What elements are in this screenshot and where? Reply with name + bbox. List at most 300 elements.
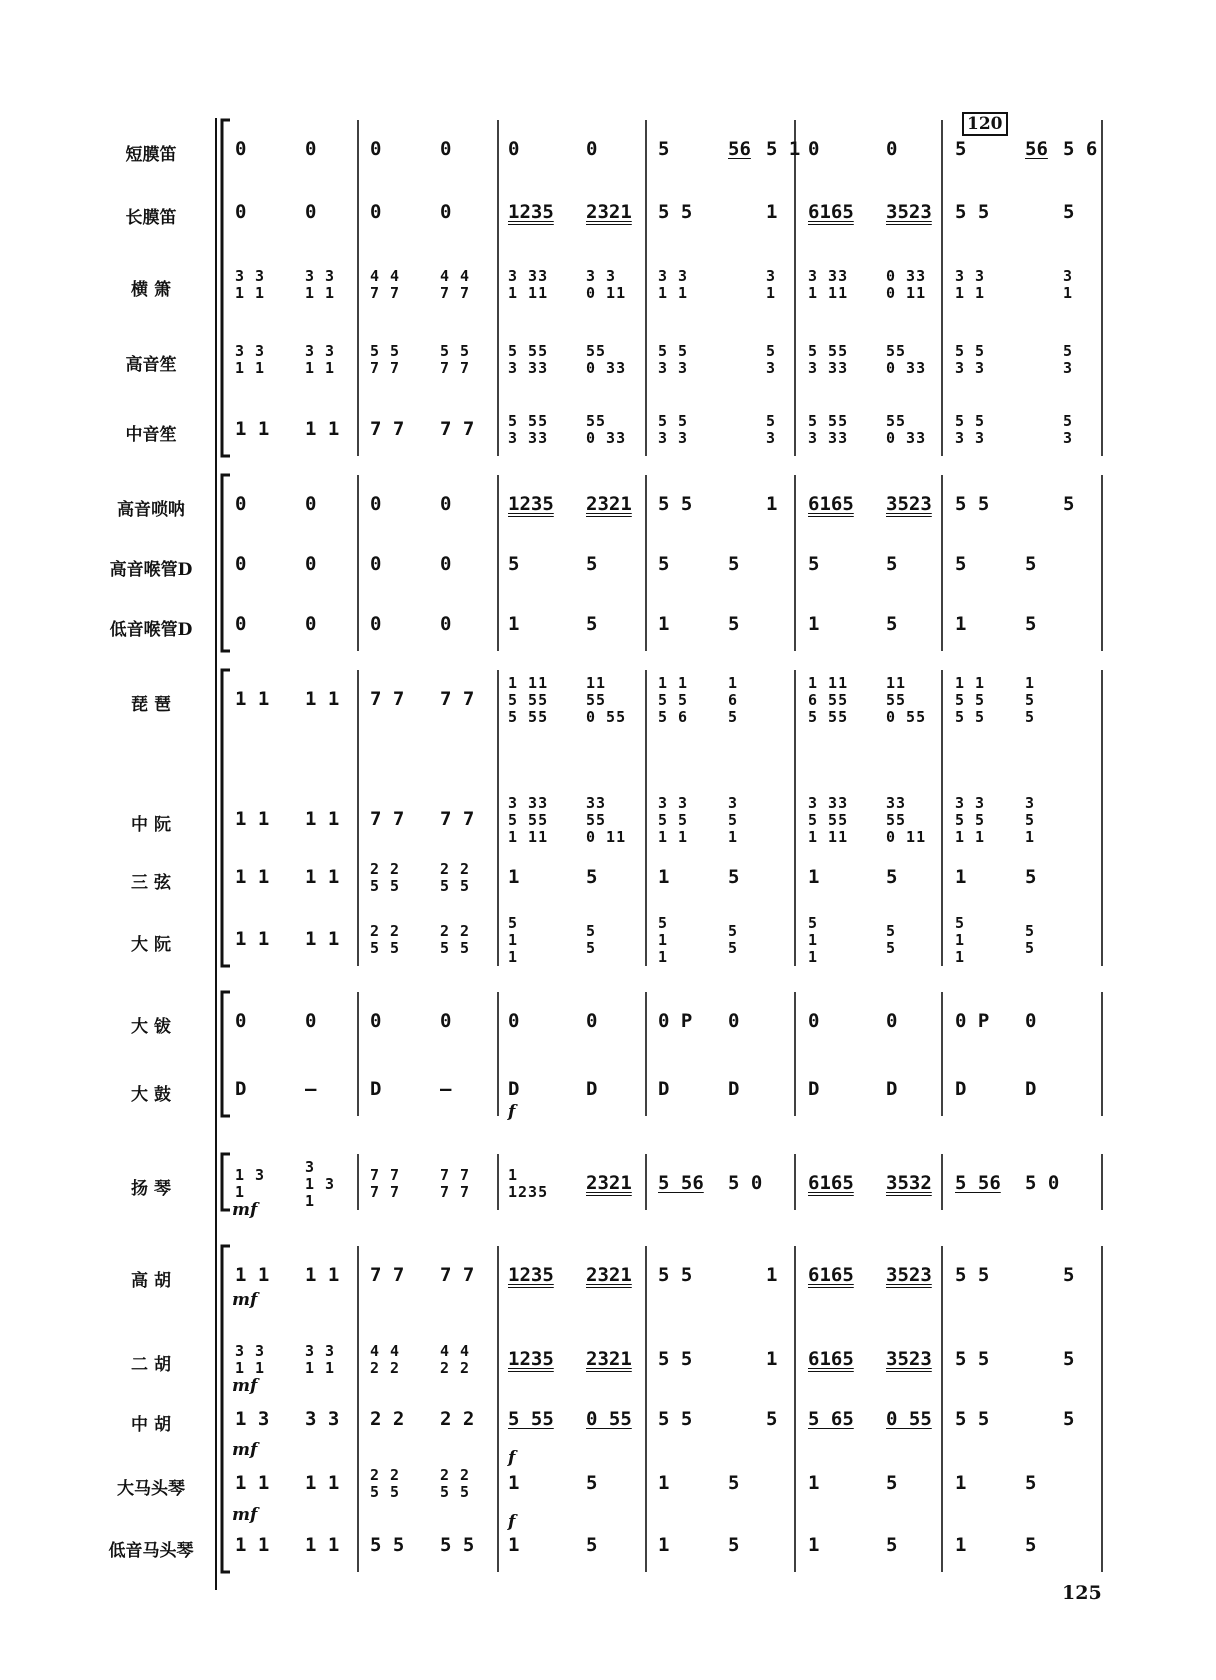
note-group: 1 bbox=[955, 613, 967, 635]
chord-stack bbox=[955, 915, 965, 966]
chord-tone: 7 7 bbox=[370, 359, 401, 377]
note-group: 5 bbox=[766, 1408, 778, 1430]
note-group: 1 1 bbox=[305, 1534, 340, 1556]
chord-tone: 0 11 bbox=[586, 284, 627, 302]
note-group: 0 bbox=[370, 138, 382, 160]
instrument-name: 低音喉管D bbox=[109, 620, 193, 640]
note-group: 1 3 bbox=[235, 1408, 270, 1430]
note-group: D bbox=[658, 1078, 670, 1100]
chord-tone: 5 bbox=[1025, 690, 1036, 709]
chord-tone: 3 3 bbox=[235, 342, 266, 360]
chord-stack bbox=[886, 413, 926, 447]
chord-stack bbox=[305, 1343, 335, 1377]
note-group: 1 bbox=[766, 1264, 778, 1286]
chord-tone: 1 bbox=[955, 930, 966, 949]
note-group: 6165 bbox=[808, 1172, 854, 1194]
chord-stack bbox=[305, 268, 335, 302]
chord-tone: 1 11 bbox=[508, 827, 549, 846]
note-group: 3523 bbox=[886, 1348, 932, 1370]
group-bracket bbox=[222, 670, 230, 966]
chord-tone: 11 bbox=[886, 673, 907, 692]
chord-stack bbox=[808, 343, 848, 377]
note-group: 1 bbox=[658, 1472, 670, 1494]
dynamic-mark: f bbox=[508, 1448, 516, 1468]
note-group: D bbox=[728, 1078, 740, 1100]
note-group: 0 bbox=[886, 1010, 898, 1032]
note-group: 0 bbox=[235, 138, 247, 160]
note-group: 2321 bbox=[586, 1264, 632, 1286]
note-group: 5 bbox=[586, 613, 598, 635]
chord-tone: 0 33 bbox=[886, 267, 927, 285]
note-group: 0 bbox=[235, 613, 247, 635]
note-group: 0 bbox=[370, 553, 382, 575]
chord-stack bbox=[955, 268, 985, 302]
note-group: 1 1 bbox=[305, 928, 340, 950]
instrument-name: 中音笙 bbox=[125, 425, 177, 445]
note-group: 7 7 bbox=[440, 808, 475, 830]
note-group: 5 bbox=[1025, 1472, 1037, 1494]
chord-tone: 5 bbox=[766, 342, 777, 360]
note-group: 0 bbox=[305, 138, 317, 160]
chord-tone: 3 bbox=[766, 359, 777, 377]
dynamic-mark: mf bbox=[232, 1290, 258, 1310]
chord-tone: 1 bbox=[1025, 827, 1036, 846]
note-group: 5 bbox=[586, 553, 598, 575]
chord-stack bbox=[955, 795, 985, 846]
chord-tone: 2 2 bbox=[370, 1466, 401, 1484]
chord-tone: 5 5 bbox=[370, 1483, 401, 1501]
chord-tone: 0 55 bbox=[586, 707, 627, 726]
chord-stack bbox=[766, 343, 776, 377]
chord-tone: 5 5 bbox=[370, 939, 401, 957]
chord-tone: 3 3 bbox=[955, 267, 986, 285]
chord-tone: 55 bbox=[886, 690, 907, 709]
chord-tone: 5 5 bbox=[440, 939, 471, 957]
chord-stack bbox=[508, 915, 518, 966]
chord-tone: 4 4 bbox=[440, 1342, 471, 1360]
chord-tone: 3 bbox=[305, 1157, 316, 1176]
chord-tone: 7 7 bbox=[370, 284, 401, 302]
note-group: 0 bbox=[586, 1010, 598, 1032]
note-group: 1 bbox=[658, 866, 670, 888]
note-group: 5 bbox=[886, 1472, 898, 1494]
instrument-name: 扬 琴 bbox=[131, 1179, 171, 1199]
note-group: 5 bbox=[955, 138, 967, 160]
chord-stack bbox=[808, 268, 848, 302]
instrument-name: 长膜笛 bbox=[125, 208, 177, 228]
note-group: 5 bbox=[1025, 1534, 1037, 1556]
chord-tone: 1 bbox=[1063, 284, 1074, 302]
chord-tone: 3 3 bbox=[305, 267, 336, 285]
instrument-name: 中 阮 bbox=[131, 815, 171, 835]
chord-tone: 5 5 bbox=[658, 690, 689, 709]
note-group: 0 bbox=[808, 138, 820, 160]
dynamic-mark: mf bbox=[232, 1376, 258, 1396]
note-group: – bbox=[305, 1078, 317, 1100]
note-group: 1 bbox=[955, 1472, 967, 1494]
chord-tone: 5 5 bbox=[658, 342, 689, 360]
chord-tone: 3 33 bbox=[508, 429, 549, 447]
note-group: 1 bbox=[955, 1534, 967, 1556]
note-group: 5 bbox=[658, 138, 670, 160]
chord-stack bbox=[658, 413, 688, 447]
chord-tone: 5 55 bbox=[808, 412, 849, 430]
chord-stack bbox=[370, 343, 400, 377]
note-group: 0 bbox=[235, 553, 247, 575]
chord-tone: 3 bbox=[1063, 359, 1074, 377]
chord-stack bbox=[586, 795, 626, 846]
note-group: D bbox=[370, 1078, 382, 1100]
chord-tone: 2 2 bbox=[370, 860, 401, 878]
note-group: 0 bbox=[508, 138, 520, 160]
note-group: D bbox=[508, 1078, 520, 1100]
note-group: 0 bbox=[586, 138, 598, 160]
note-group: 1 1 bbox=[235, 1534, 270, 1556]
chord-tone: 1 1 bbox=[658, 673, 689, 692]
note-group: 56 bbox=[1025, 138, 1048, 160]
chord-stack bbox=[766, 413, 776, 447]
chord-tone: 7 7 bbox=[370, 1183, 401, 1201]
note-group: 0 P bbox=[955, 1010, 990, 1032]
note-group: 1235 bbox=[508, 1348, 554, 1370]
note-group: 3523 bbox=[886, 493, 932, 515]
chord-tone: 5 55 bbox=[508, 707, 549, 726]
note-group: 5 bbox=[886, 553, 898, 575]
note-group: 1235 bbox=[508, 1264, 554, 1286]
note-group: 7 7 bbox=[440, 418, 475, 440]
chord-tone: 1 bbox=[508, 930, 519, 949]
chord-tone: 5 5 bbox=[440, 1483, 471, 1501]
note-group: 5 5 bbox=[658, 493, 693, 515]
note-group: 5 65 bbox=[808, 1408, 854, 1430]
chord-tone: 3 3 bbox=[955, 359, 986, 377]
note-group: 5 56 bbox=[658, 1172, 704, 1194]
chord-tone: 3 3 bbox=[658, 429, 689, 447]
note-group: 2 2 bbox=[440, 1408, 475, 1430]
chord-stack bbox=[886, 343, 926, 377]
chord-tone: 5 bbox=[586, 939, 597, 957]
note-group: 5 5 bbox=[370, 1534, 405, 1556]
chord-tone: 5 5 bbox=[658, 412, 689, 430]
note-group: 1 bbox=[955, 866, 967, 888]
note-group: 1 bbox=[658, 1534, 670, 1556]
chord-tone: 3 3 bbox=[955, 793, 986, 812]
note-group: 5 bbox=[658, 553, 670, 575]
chord-tone: 7 7 bbox=[370, 1166, 401, 1184]
chord-tone: 1 1 bbox=[955, 673, 986, 692]
chord-stack bbox=[728, 923, 738, 957]
chord-stack bbox=[658, 268, 688, 302]
note-group: 0 bbox=[370, 201, 382, 223]
chord-tone: 1 1 bbox=[955, 284, 986, 302]
note-group: 1 1 bbox=[305, 808, 340, 830]
note-group: 0 bbox=[370, 493, 382, 515]
chord-tone: 1 11 bbox=[508, 673, 549, 692]
instrument-name: 高 胡 bbox=[131, 1271, 171, 1291]
note-group: 5 bbox=[586, 1534, 598, 1556]
chord-stack bbox=[440, 268, 470, 302]
chord-tone: 5 5 bbox=[370, 342, 401, 360]
chord-stack bbox=[1063, 268, 1073, 302]
chord-tone: 4 4 bbox=[370, 1342, 401, 1360]
chord-tone: 2 2 bbox=[440, 922, 471, 940]
note-group: – bbox=[440, 1078, 452, 1100]
chord-tone: 5 5 bbox=[658, 810, 689, 829]
chord-stack bbox=[370, 923, 400, 957]
rehearsal-mark: 120 bbox=[962, 112, 1008, 136]
chord-tone: 3 3 bbox=[235, 1342, 266, 1360]
chord-tone: 5 bbox=[728, 707, 739, 726]
note-group: 2321 bbox=[586, 1172, 632, 1194]
chord-tone: 1 3 bbox=[305, 1174, 336, 1193]
chord-stack bbox=[235, 268, 265, 302]
note-group: 5 5 bbox=[955, 1408, 990, 1430]
chord-stack bbox=[1025, 923, 1035, 957]
chord-tone: 1 bbox=[1025, 673, 1036, 692]
chord-tone: 5 bbox=[1063, 412, 1074, 430]
note-group: 5 bbox=[728, 613, 740, 635]
note-group: 2321 bbox=[586, 1348, 632, 1370]
note-group: 0 bbox=[235, 201, 247, 223]
chord-stack bbox=[440, 861, 470, 895]
note-group: 5 bbox=[728, 1472, 740, 1494]
note-group: 5 0 bbox=[1025, 1172, 1060, 1194]
instrument-name: 短膜笛 bbox=[125, 145, 177, 165]
note-group: 1 1 bbox=[235, 1472, 270, 1494]
note-group: 5 bbox=[1025, 866, 1037, 888]
note-group: 5 bbox=[586, 866, 598, 888]
chord-tone: 5 bbox=[658, 913, 669, 932]
note-group: 7 7 bbox=[370, 418, 405, 440]
chord-tone: 1 1 bbox=[235, 359, 266, 377]
instrument-name: 大 鼓 bbox=[131, 1085, 171, 1105]
chord-tone: 55 bbox=[886, 810, 907, 829]
chord-tone: 3 33 bbox=[808, 429, 849, 447]
chord-tone: 5 bbox=[808, 913, 819, 932]
note-group: 5 bbox=[508, 553, 520, 575]
page-number: 125 bbox=[1062, 1582, 1102, 1604]
note-group: 0 bbox=[305, 493, 317, 515]
note-group: 0 bbox=[235, 1010, 247, 1032]
note-group: 5 0 bbox=[728, 1172, 763, 1194]
note-group: 0 bbox=[1025, 1010, 1037, 1032]
note-group: 0 bbox=[508, 1010, 520, 1032]
note-group: 2 2 bbox=[370, 1408, 405, 1430]
group-bracket bbox=[222, 1246, 230, 1572]
chord-stack bbox=[808, 413, 848, 447]
note-group: 56 bbox=[728, 138, 751, 160]
note-group: 5 bbox=[586, 1472, 598, 1494]
instrument-name: 低音马头琴 bbox=[108, 1541, 194, 1561]
note-group: 1 bbox=[508, 613, 520, 635]
note-group: 0 55 bbox=[886, 1408, 932, 1430]
chord-tone: 3 33 bbox=[808, 359, 849, 377]
note-group: 0 bbox=[370, 1010, 382, 1032]
chord-stack bbox=[586, 675, 626, 726]
chord-tone: 1 11 bbox=[808, 827, 849, 846]
instrument-name: 高音喉管D bbox=[109, 560, 193, 580]
chord-tone: 3 bbox=[728, 793, 739, 812]
note-group: 0 bbox=[808, 1010, 820, 1032]
note-group: 0 bbox=[440, 553, 452, 575]
chord-tone: 2 2 bbox=[370, 922, 401, 940]
chord-tone: 3 bbox=[766, 429, 777, 447]
chord-stack bbox=[235, 1167, 265, 1201]
chord-tone: 3 33 bbox=[508, 793, 549, 812]
chord-tone: 5 5 bbox=[370, 877, 401, 895]
chord-tone: 2 2 bbox=[370, 1359, 401, 1377]
instrument-name: 三 弦 bbox=[131, 873, 171, 893]
chord-stack bbox=[586, 343, 626, 377]
chord-tone: 1 1 bbox=[305, 1359, 336, 1377]
note-group: 3523 bbox=[886, 201, 932, 223]
chord-tone: 7 7 bbox=[440, 359, 471, 377]
chord-stack bbox=[440, 343, 470, 377]
chord-tone: 1 11 bbox=[808, 673, 849, 692]
note-group: D bbox=[955, 1078, 967, 1100]
instrument-name: 中 胡 bbox=[131, 1415, 171, 1435]
chord-tone: 1235 bbox=[508, 1183, 549, 1201]
chord-tone: 3 3 bbox=[658, 267, 689, 285]
chord-stack bbox=[370, 1343, 400, 1377]
note-group: 5 5 bbox=[658, 1408, 693, 1430]
chord-tone: 2 2 bbox=[440, 860, 471, 878]
note-group: 1 bbox=[808, 613, 820, 635]
chord-stack bbox=[235, 1343, 265, 1377]
chord-tone: 3 3 bbox=[658, 793, 689, 812]
dynamic-mark: mf bbox=[232, 1440, 258, 1460]
chord-tone: 5 bbox=[1063, 342, 1074, 360]
note-group: 5 bbox=[1063, 493, 1075, 515]
note-group: 3523 bbox=[886, 1264, 932, 1286]
note-group: 0 bbox=[305, 1010, 317, 1032]
note-group: D bbox=[235, 1078, 247, 1100]
chord-tone: 55 bbox=[886, 342, 907, 360]
note-group: D bbox=[808, 1078, 820, 1100]
chord-tone: 5 5 bbox=[955, 810, 986, 829]
note-group: D bbox=[586, 1078, 598, 1100]
chord-tone: 5 5 bbox=[955, 412, 986, 430]
chord-tone: 5 6 bbox=[658, 707, 689, 726]
chord-stack bbox=[370, 861, 400, 895]
chord-tone: 5 5 bbox=[955, 707, 986, 726]
chord-stack bbox=[955, 413, 985, 447]
instrument-name: 二 胡 bbox=[131, 1355, 171, 1375]
chord-tone: 0 33 bbox=[586, 429, 627, 447]
chord-tone: 4 4 bbox=[370, 267, 401, 285]
note-group: 1 1 bbox=[305, 866, 340, 888]
chord-tone: 1 bbox=[808, 947, 819, 966]
chord-stack bbox=[508, 268, 548, 302]
chord-tone: 3 3 bbox=[955, 429, 986, 447]
chord-tone: 1 bbox=[235, 1183, 246, 1201]
chord-stack bbox=[508, 675, 548, 726]
chord-stack bbox=[658, 675, 688, 726]
chord-tone: 3 bbox=[1063, 429, 1074, 447]
note-group: 5 6 bbox=[1063, 138, 1098, 160]
chord-stack bbox=[370, 1467, 400, 1501]
dynamic-mark: mf bbox=[232, 1505, 258, 1525]
chord-tone: 3 3 bbox=[658, 359, 689, 377]
note-group: 1 bbox=[766, 201, 778, 223]
note-group: 1 1 bbox=[235, 1264, 270, 1286]
instrument-name: 大马头琴 bbox=[117, 1479, 185, 1499]
note-group: 7 7 bbox=[370, 808, 405, 830]
chord-stack bbox=[1025, 675, 1035, 726]
note-group: 5 5 bbox=[955, 493, 990, 515]
note-group: 5 56 bbox=[955, 1172, 1001, 1194]
note-group: 6165 bbox=[808, 1348, 854, 1370]
chord-tone: 2 2 bbox=[440, 1466, 471, 1484]
chord-tone: 1 1 bbox=[658, 284, 689, 302]
chord-tone: 55 bbox=[886, 412, 907, 430]
note-group: 5 5 bbox=[440, 1534, 475, 1556]
chord-tone: 0 33 bbox=[886, 429, 927, 447]
chord-tone: 3 3 bbox=[586, 267, 617, 285]
note-group: 6165 bbox=[808, 201, 854, 223]
note-group: 5 bbox=[886, 613, 898, 635]
dynamic-mark: mf bbox=[232, 1200, 258, 1220]
dynamic-mark: f bbox=[508, 1512, 516, 1532]
note-group: 1 1 bbox=[235, 418, 270, 440]
chord-tone: 1 1 bbox=[658, 827, 689, 846]
chord-tone: 5 bbox=[886, 922, 897, 940]
chord-tone: 1 bbox=[955, 947, 966, 966]
chord-stack bbox=[508, 343, 548, 377]
note-group: 1 1 bbox=[305, 418, 340, 440]
chord-tone: 1 bbox=[508, 1166, 519, 1184]
note-group: 1 bbox=[658, 613, 670, 635]
chord-tone: 3 33 bbox=[508, 359, 549, 377]
note-group: 2321 bbox=[586, 493, 632, 515]
chord-stack bbox=[886, 268, 926, 302]
chord-stack bbox=[808, 795, 848, 846]
note-group: 0 P bbox=[658, 1010, 693, 1032]
chord-tone: 5 55 bbox=[508, 342, 549, 360]
chord-tone: 5 bbox=[508, 913, 519, 932]
chord-stack bbox=[1025, 795, 1035, 846]
chord-tone: 1 1 bbox=[305, 359, 336, 377]
note-group: 1 1 bbox=[305, 688, 340, 710]
chord-stack bbox=[886, 923, 896, 957]
note-group: 5 bbox=[1063, 201, 1075, 223]
note-group: 5 bbox=[1063, 1348, 1075, 1370]
chord-stack bbox=[955, 675, 985, 726]
chord-tone: 5 55 bbox=[808, 707, 849, 726]
chord-tone: 1 1 bbox=[305, 284, 336, 302]
chord-tone: 1 3 bbox=[235, 1166, 266, 1184]
chord-tone: 5 bbox=[955, 913, 966, 932]
note-group: 1 bbox=[808, 866, 820, 888]
chord-tone: 0 11 bbox=[586, 827, 627, 846]
chord-tone: 5 55 bbox=[808, 810, 849, 829]
chord-tone: 1 bbox=[728, 673, 739, 692]
chord-stack bbox=[658, 795, 688, 846]
chord-stack bbox=[508, 1167, 548, 1201]
note-group: 7 7 bbox=[440, 688, 475, 710]
note-group: 6165 bbox=[808, 493, 854, 515]
note-group: 5 5 bbox=[658, 1264, 693, 1286]
chord-tone: 3 3 bbox=[305, 342, 336, 360]
chord-tone: 3 bbox=[766, 267, 777, 285]
instrument-name: 琵 琶 bbox=[131, 695, 171, 715]
note-group: 5 5 bbox=[658, 201, 693, 223]
chord-tone: 1 bbox=[808, 930, 819, 949]
chord-tone: 5 bbox=[766, 412, 777, 430]
chord-stack bbox=[586, 923, 596, 957]
chord-tone: 1 11 bbox=[508, 284, 549, 302]
note-group: 0 bbox=[886, 138, 898, 160]
